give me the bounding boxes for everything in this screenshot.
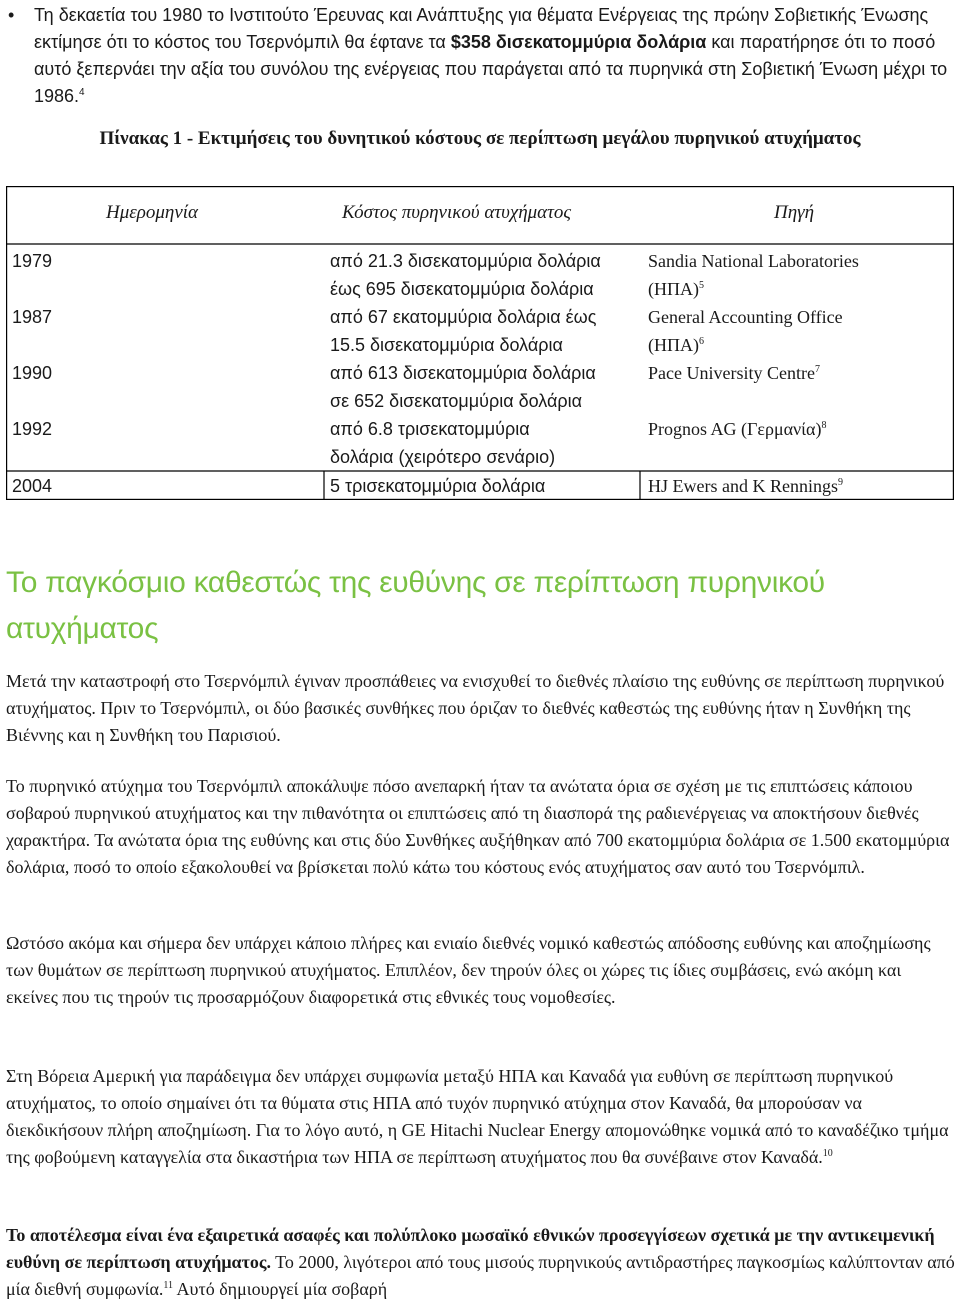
bullet-text-part: και παρατήρησε ότι το ποσό αυτό ξεπερνάει την αξία του συνόλου της ενέργειας που παράγεται από τα πυρηνικά στη Σοβιετική Ένωση μέχρι το 1986. <box>34 32 948 106</box>
cell-source <box>648 472 948 500</box>
cost-line: 15.5 δισεκατομμύρια δολάρια <box>330 335 563 355</box>
bullet-marker: • <box>8 5 15 25</box>
paragraph: Μετά την καταστροφή στο Τσερνόμπιλ έγιναν προσπάθειες να ενισχυθεί το διεθνές πλαίσιο της ευθύνης σε περίπτωση πυρηνικού ατυχήματος. Πριν το Τσερνόμπιλ, οι δύο βασικές συνθήκες που όριζαν το διεθνές καθεστώς της ευθύνης ήταν η Συνθήκη της Βιέννης και η Συνθήκη του Παρισιού. <box>6 671 945 745</box>
footnote-ref: 11 <box>163 1280 174 1291</box>
source-line: (ΗΠΑ) <box>648 279 699 299</box>
cost-line: από 67 εκατομμύρια δολάρια έως <box>330 307 597 327</box>
cell-date: 1979 <box>12 251 53 271</box>
cell-cost <box>330 415 640 471</box>
header-source: Πηγή <box>774 202 815 223</box>
cell-cost: 5 τρισεκατομμύρια δολάρια <box>330 476 546 496</box>
footnote-ref: 4 <box>79 87 85 98</box>
cost-line: σε 652 δισεκατομμύρια δολάρια <box>330 391 583 411</box>
cell-cost <box>330 247 640 303</box>
bullet-text-part: Τη δεκαετία του 1980 το Ινστιτούτο Έρευνας και Ανάπτυξης για θέματα Ενέργειας της πρώην Σοβιετικής Ένωσης εκτίμησε ότι το κόστος του Τσερνόμπιλ θα έφτανε τα <box>34 5 929 52</box>
cell-date: 1990 <box>12 363 53 383</box>
paragraph-text: Στη Βόρεια Αμερική για παράδειγμα δεν υπάρχει συμφωνία μεταξύ ΗΠΑ και Καναδά για ευθύνη σε περίπτωση πυρηνικού ατυχήματος, το οποίο σημαίνει ότι τα θύματα στις ΗΠΑ από τυχόν πυρηνικό ατύχημα στον Καναδά, θα μπορούσαν να διεκδικήσουν πλήρη αποζημίωση. Για το λόγο αυτό, η GE Hitachi Nuclear Energy απομονώθηκε νομικά από το καναδέζικο τμήμα της φοβούμενη καταγγελία στα δικαστήρια των ΗΠΑ σε περίπτωση ατυχήματος που θα συνέβαινε στον Καναδά. <box>6 1066 949 1167</box>
cost-line: από 21.3 δισεκατομμύρια δολάρια <box>330 251 601 271</box>
bullet-paragraph <box>8 2 948 110</box>
paragraph: Ωστόσο ακόμα και σήμερα δεν υπάρχει κάποιο πλήρες και ενιαίο διεθνές νομικό καθεστώς απόδοσης ευθύνης και αποζημίωσης των θυμάτων σε περίπτωση πυρηνικού ατυχήματος. Επιπλέον, δεν τηρούν όλες οι χώρες τις ίδιες συμβάσεις, ενώ ακόμη και εκείνες που τις τηρούν τις προσαρμόζουν διαφορετικά στις εθνικές τους νομοθεσίες. <box>6 933 931 1007</box>
cell-source <box>648 247 948 303</box>
header-date: Ημερομηνία <box>106 202 199 223</box>
cell-cost <box>330 303 640 359</box>
paragraph-text: Αυτό δημιουργεί μία σοβαρή <box>173 1279 388 1299</box>
cost-estimates-table <box>6 186 954 500</box>
paragraph-text: Το 2000, λιγότεροι από τους μισούς πυρηνικούς αντιδραστήρες παγκοσμίως καλύπτονταν από μία διεθνή συμφωνία. <box>6 1252 955 1299</box>
footnote-ref: 8 <box>821 420 827 431</box>
header-cost: Κόστος πυρηνικού ατυχήματος <box>342 202 572 223</box>
table-title: Πίνακας 1 - Εκτιμήσεις του δυνητικού κόστους σε περίπτωση μεγάλου πυρηνικού ατυχήματος <box>99 128 861 149</box>
cost-line: έως 695 δισεκατομμύρια δολάρια <box>330 279 594 299</box>
cell-source <box>648 415 948 443</box>
cost-line: από 613 δισεκατομμύρια δολάρια <box>330 363 596 383</box>
footnote-ref: 10 <box>822 1148 833 1159</box>
bullet-bold-amount: $358 δισεκατομμύρια δολάρια <box>450 32 707 52</box>
cell-source <box>648 359 948 387</box>
footnote-ref: 6 <box>699 336 704 347</box>
cell-source <box>648 303 948 359</box>
cost-line: από 6.8 τρισεκατομμύρια <box>330 419 530 439</box>
paragraph-bold-text: Το αποτέλεσμα είναι ένα εξαιρετικά ασαφές και πολύπλοκο μωσαϊκό εθνικών προσεγγίσεων σχετικά με την αντικειμενική ευθύνη σε περίπτωση ατυχήματος. <box>6 1225 935 1272</box>
source-line: (ΗΠΑ) <box>648 335 699 355</box>
paragraph <box>6 1063 956 1171</box>
cell-cost <box>330 359 640 415</box>
source-line: Prognos AG (Γερμανία) <box>648 419 822 439</box>
cell-date: 1992 <box>12 419 53 439</box>
section-heading: Το παγκόσμιο καθεστώς της ευθύνης σε περίπτωση πυρηνικού ατυχήματος <box>6 566 825 645</box>
paragraph <box>6 1222 956 1303</box>
cell-date: 1987 <box>12 307 53 327</box>
cell-date: 2004 <box>12 476 53 496</box>
footnote-ref: 5 <box>699 280 704 291</box>
source-line: General Accounting Office <box>648 307 843 327</box>
footnote-ref: 7 <box>814 364 820 375</box>
source-line: Sandia National Laboratories <box>648 251 859 271</box>
cost-line: δολάρια (χειρότερο σενάριο) <box>330 447 556 467</box>
paragraph: Το πυρηνικό ατύχημα του Τσερνόμπιλ αποκάλυψε πόσο ανεπαρκή ήταν τα ανώτατα όρια σε σχέση με τις επιπτώσεις κάποιου σοβαρού πυρηνικού ατυχήματος και την πιθανότητα οι επιπτώσεις από τη διασπορά της ραδιενέργειας να αποκτήσουν διεθνές χαρακτήρα. Τα ανώτατα όρια της ευθύνης και στις δύο Συνθήκες αυξήθηκαν από 700 εκατομμύρια δολάρια σε 1.500 εκατομμύρια δολάρια, ποσό το οποίο εξακολουθεί να βρίσκεται πολύ κάτω του κόστους ενός ατυχήματος σαν αυτό του Τσερνόμπιλ. <box>6 776 950 877</box>
bullet-text <box>34 2 948 110</box>
footnote-ref: 9 <box>837 477 843 488</box>
source-line: HJ Ewers and K Rennings <box>648 476 838 496</box>
source-line: Pace University Centre <box>648 363 815 383</box>
